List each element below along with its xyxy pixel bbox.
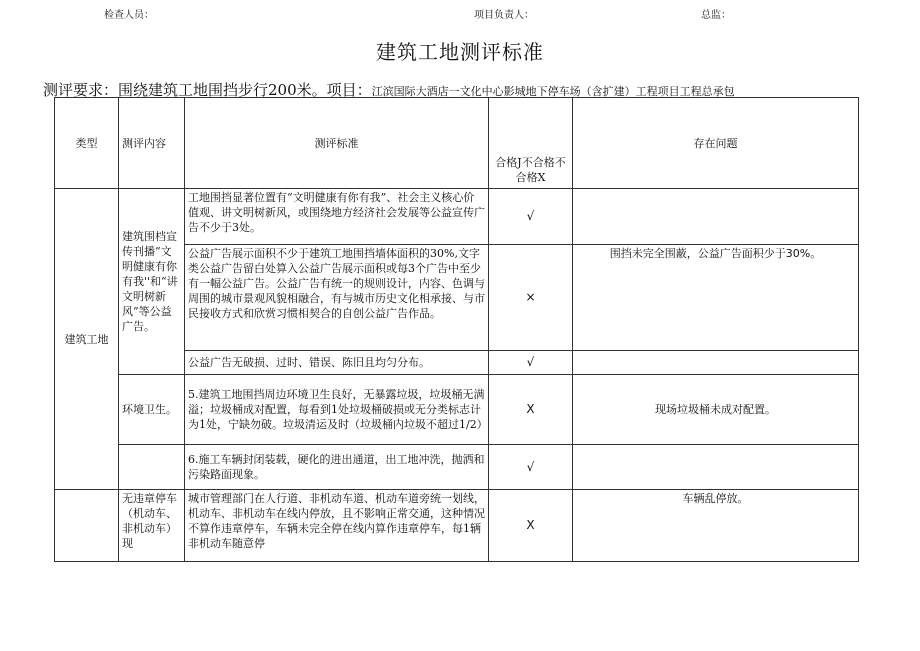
result-cell: √ bbox=[489, 351, 573, 375]
standard-cell: 工地围挡显著位置有“文明健康有你有我”、社会主义核心价值观、讲文明树新风，或围绕地方经济社会发展等公益宣传广告不少于3处。 bbox=[185, 189, 489, 245]
standard-cell: 公益广告无破损、过时、错误、陈旧且均匀分布。 bbox=[185, 351, 489, 375]
result-cell: X bbox=[489, 490, 573, 562]
project-lead-label: 项目负责人： bbox=[474, 10, 534, 21]
table-header-row bbox=[55, 98, 859, 189]
table-row bbox=[55, 490, 859, 562]
standard-cell: 6.施工车辆封闭装载，硬化的进出通道，出工地冲洗，抛洒和污染路面现象。 bbox=[185, 445, 489, 490]
issue-cell: 围挡未完全围蔽，公益广告面积少于30%。 bbox=[573, 245, 859, 351]
result-cell: √ bbox=[489, 445, 573, 490]
requirement-label: 测评要求：围绕建筑工地围挡步行200米。项目： bbox=[43, 81, 372, 99]
result-cell: × bbox=[489, 245, 573, 351]
header-type: 类型 bbox=[55, 98, 119, 189]
issue-cell bbox=[573, 189, 859, 245]
type-cell: 建筑工地 bbox=[55, 189, 119, 490]
standard-cell: 公益广告展示面积不少于建筑工地围挡墙体面积的30%,文字类公益广告留白处算入公益广告展示面积或每3个广告中至少有一幅公益广告。公益广告有统一的规则设计，内容、色调与周围的城市景观风貌相融合，有与城市历史文化相承接、与市民接收方式和欣赏习惯相契合的自创公益广告作品。 bbox=[185, 245, 489, 351]
issue-cell bbox=[573, 351, 859, 375]
header-issues: 存在问题 bbox=[573, 98, 859, 189]
requirement-project: 江滨国际大酒店一文化中心影城地下停车场（含扩建）工程项目工程总承包 bbox=[371, 85, 735, 98]
content-cell: 环境卫生。 bbox=[119, 375, 185, 445]
table-row bbox=[55, 445, 859, 490]
content-cell bbox=[119, 445, 185, 490]
result-cell: X bbox=[489, 375, 573, 445]
type-cell-empty bbox=[55, 490, 119, 562]
issue-cell bbox=[573, 445, 859, 490]
supervisor-label: 总监： bbox=[701, 10, 731, 21]
issue-cell: 现场垃圾桶未成对配置。 bbox=[573, 375, 859, 445]
result-cell: √ bbox=[489, 189, 573, 245]
content-cell: 建筑围档宣传刊播“文明健康有你有我''和“讲文明树新风”等公益广告。 bbox=[119, 189, 185, 375]
inspector-label: 检查人员： bbox=[104, 10, 154, 21]
page-title: 建筑工地测评标准 bbox=[376, 40, 544, 64]
standard-cell: 5.建筑工地围挡周边环境卫生良好，无暴露垃圾，垃圾桶无满溢；垃圾桶成对配置，每看到1处垃圾桶破损或无分类标志计为1处，宁缺勿破。垃圾清运及时（垃圾桶内垃圾不超过1/2） bbox=[185, 375, 489, 445]
evaluation-table bbox=[54, 97, 859, 562]
header-content: 测评内容 bbox=[119, 98, 185, 189]
content-cell: 无违章停车（机动车、非机动车）现 bbox=[119, 490, 185, 562]
header-standard: 测评标准 bbox=[185, 98, 489, 189]
header-result: 合格J不合格不合格X bbox=[489, 98, 573, 189]
standard-cell: 城市管理部门在人行道、非机动车道、机动车道旁统一划线，机动车、非机动车在线内停放，且不影响正常交通，这种情况不算作违章停车，车辆未完全停在线内算作违章停车，每1辆非机动车随意停 bbox=[185, 490, 489, 562]
table-row bbox=[55, 189, 859, 245]
issue-cell: 车辆乱停放。 bbox=[573, 490, 859, 562]
table-row bbox=[55, 375, 859, 445]
